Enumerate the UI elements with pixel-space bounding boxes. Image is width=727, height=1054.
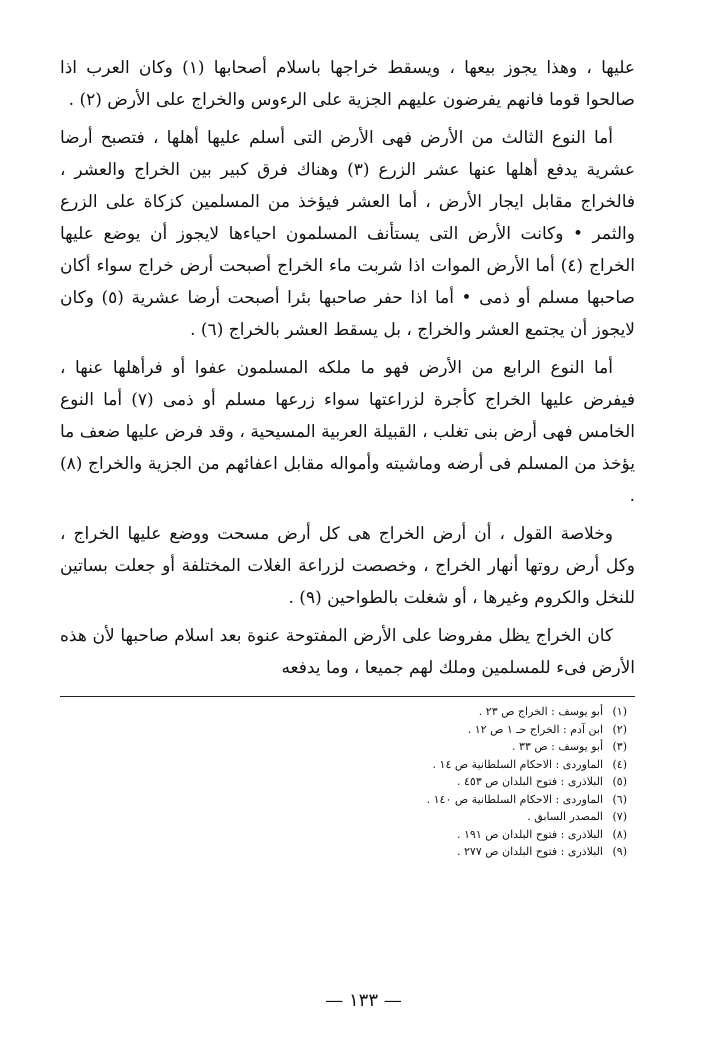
footnote-text: البلاذرى : فتوح البلدان ص ١٩١ . bbox=[457, 827, 603, 841]
footnote-text: المصدر السابق . bbox=[527, 810, 603, 823]
footnote-text: الماوردى : الاحكام السلطانية ص ١٤ . bbox=[432, 757, 603, 771]
footnote-divider bbox=[60, 696, 635, 697]
footnote-item bbox=[60, 773, 627, 791]
footnote-text: الماوردى : الاحكام السلطانية ص ١٤٠ . bbox=[426, 792, 603, 806]
page-number: — ١٣٣ — bbox=[325, 990, 402, 1011]
paragraph-1: عليها ، وهذا يجوز بيعها ، ويسقط خراجها باسلام أصحابها (١) وكان العرب اذا صالحوا قوما فانهم يفرضون عليهم الجزية على الرءوس والخراج على الأرض (٢) . bbox=[60, 58, 635, 110]
footnote-item bbox=[60, 756, 627, 774]
footnote-text: البلاذرى : فتوح البلدان ص ٤٥٣ . bbox=[457, 775, 603, 788]
footnote-item bbox=[60, 843, 627, 861]
footnote-item bbox=[60, 791, 627, 809]
footnote-item bbox=[60, 703, 627, 721]
footnote-text: أبو يوسف : الخراج ص ٢٣ . bbox=[478, 705, 603, 718]
footnote-number: (٥) bbox=[612, 775, 627, 788]
footnote-number: (٩) bbox=[612, 845, 627, 858]
footnote-text: البلاذرى : فتوح البلدان ص ٢٧٧ . bbox=[457, 845, 603, 858]
footnote-number: (٧) bbox=[612, 810, 627, 823]
paragraph-5: كان الخراج يظل مفروضا على الأرض المفتوحة عنوة بعد اسلام صاحبها لأن هذه الأرض فىء للمسلمين وملك لهم جميعا ، وما يدفعه bbox=[60, 626, 635, 678]
paragraph-2: أما النوع الثالث من الأرض فهى الأرض التى أسلم عليها أهلها ، فتصبح أرضا عشرية يدفع أهلها عنها عشر الزرع (٣) وهناك فرق كبير بين الخراج والعشر ، فالخراج مقابل ايجار الأرض ، أما العشر فيؤخذ من المسلمين كزكاة على الزرع والثمر • وكانت الأرض التى يستأنف المسلمون احياءها لايجوز أن يوضع عليها الخراج (٤) أما الأرض الموات اذا شربت ماء الخراج أصبحت أرض خراج سواء أكان صاحبها مسلم أو ذمى • أما اذا حفر صاحبها بئرا أصبحت أرضا عشرية (٥) وكان لايجوز أن يجتمع العشر والخراج ، بل يسقط العشر بالخراج (٦) . bbox=[60, 128, 635, 340]
footnote-item bbox=[60, 808, 627, 826]
footnote-number: (١) bbox=[612, 705, 627, 718]
paragraph-4: وخلاصة القول ، أن أرض الخراج هى كل أرض مسحت ووضع عليها الخراج ، وكل أرض روتها أنهار الخراج ، وخصصت لزراعة الغلات المختلفة أو جعلت بساتين للنخل والكروم وغيرها ، أو شغلت بالطواحين (٩) . bbox=[60, 524, 635, 608]
footnote-number: (٦) bbox=[612, 792, 627, 806]
footnote-number: (٣) bbox=[612, 740, 627, 753]
paragraph-3: أما النوع الرابع من الأرض فهو ما ملكه المسلمون عفوا أو فرأهلها عنها ، فيفرض عليها الخراج كأجرة لزراعتها سواء زرعها مسلم أو ذمى (٧) أما النوع الخامس فهى أرض بنى تغلب ، القبيلة العربية المسيحية ، وقد فرض عليها ضعف ما يؤخذ من المسلم فى أرضه وماشيته وأمواله مقابل اعفائهم من الجزية والخراج (٨) . bbox=[60, 358, 635, 506]
page-body bbox=[60, 52, 635, 861]
footnote-number: (٢) bbox=[612, 722, 627, 736]
footnote-item bbox=[60, 738, 627, 756]
footnote-item bbox=[60, 826, 627, 844]
footnote-text: أبو يوسف : ص ٣٣ . bbox=[512, 740, 603, 753]
footnote-number: (٤) bbox=[612, 757, 627, 771]
footnote-item bbox=[60, 721, 627, 739]
footnote-number: (٨) bbox=[612, 827, 627, 841]
footnote-text: ابن آدم : الخراج حـ ١ ص ١٢ . bbox=[467, 722, 603, 736]
footnotes-list bbox=[60, 703, 635, 861]
